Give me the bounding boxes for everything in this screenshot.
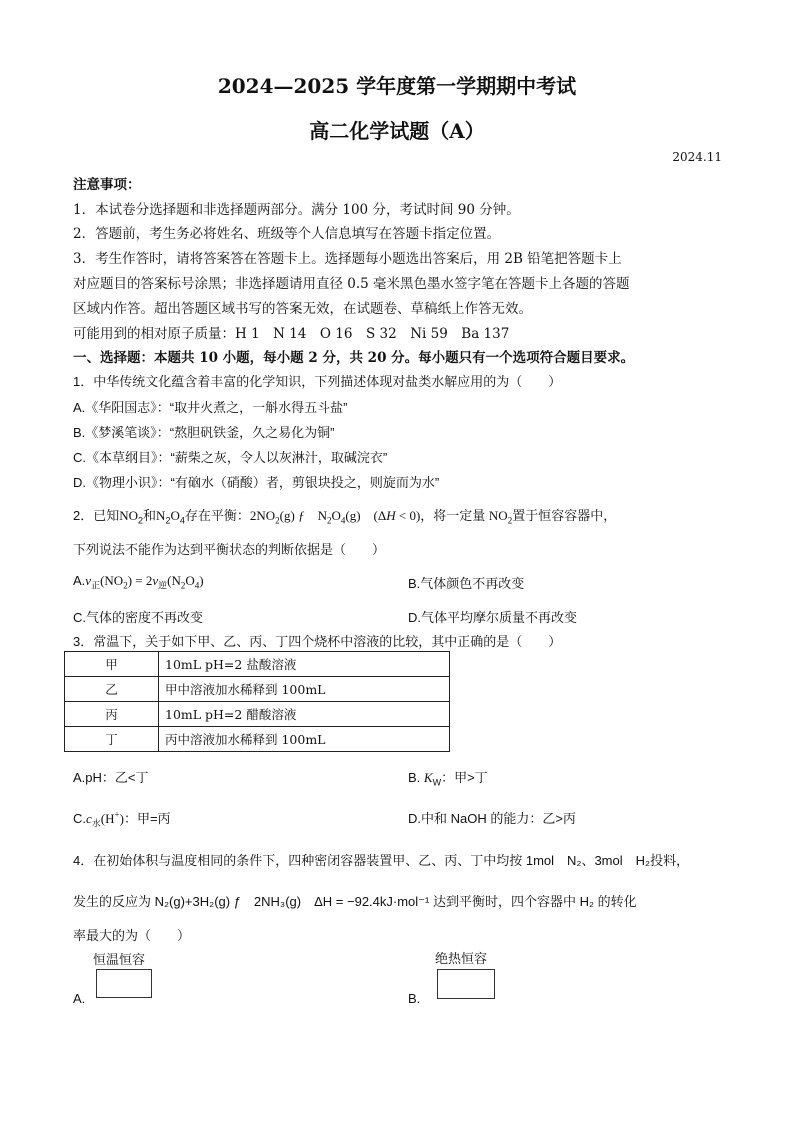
q2-option-d: D.气体平均摩尔质量不再改变 (408, 610, 578, 625)
exam-title: 2024—2025 学年度第一学期期中考试 (217, 74, 577, 98)
q2-option-c: C.气体的密度不再改变 (73, 610, 204, 625)
q1-stem: 1．中华传统文化蕴含着丰富的化学知识，下列描述体现对盐类水解应用的为（ ） (73, 374, 562, 389)
beaker-name: 乙 (65, 677, 159, 702)
table-row (65, 652, 450, 677)
q4-option-b-label: 绝热恒容 (435, 951, 488, 966)
q1-option-c: C.《本草纲目》：“薪柴之灰，令人以灰淋汁，取碱浣衣” (73, 450, 388, 465)
section-1-heading: 一、选择题：本题共 10 小题，每小题 2 分，共 20 分。每小题只有一个选项符合题目要求。 (73, 350, 635, 366)
q4-option-a: A. (73, 991, 86, 1006)
q3-option-c: $C.c_水(H^+)$：甲=丙 (73, 809, 171, 829)
notice-heading: 注意事项： (73, 177, 141, 193)
beaker-name: 丙 (65, 702, 159, 727)
q4-stem-line-1: 4．在初始体积与温度相同的条件下，四种密闭容器装置甲、乙、丙、丁中均按 1mol N₂、3mol H₂投料， (73, 853, 690, 868)
notice-item-1: 1．本试卷分选择题和非选择题两部分。满分 100 分，考试时间 90 分钟。 (73, 202, 520, 218)
q3-option-a: A.pH：乙<丁 (73, 770, 149, 785)
exam-date: 2024.11 (672, 150, 722, 164)
exam-subtitle: 高二化学试题（A） (309, 119, 485, 143)
table-row (65, 677, 450, 702)
q4-option-a-label: 恒温恒容 (93, 952, 146, 967)
q4-option-b: B. (408, 991, 421, 1006)
q1-option-a: A.《华阳国志》：“取井火煮之，一斛水得五斗盐” (73, 400, 348, 415)
beaker-name: 甲 (65, 652, 159, 677)
q2-option-a: $A.v_正(NO_2) = 2v_逆(N_2O_4)$ (73, 573, 204, 591)
beaker-desc: 甲中溶液加水稀释到 100mL (159, 677, 450, 702)
q3-stem: 3．常温下，关于如下甲、乙、丙、丁四个烧杯中溶液的比较，其中正确的是（ ） (73, 634, 562, 649)
q3-beaker-table (64, 651, 450, 752)
notice-item-2: 2．答题前，考生务必将姓名、班级等个人信息填写在答题卡指定位置。 (73, 226, 501, 242)
q1-option-d: D.《物理小识》：“有硇水（硝酸）者，剪银块投之，则旋而为水” (73, 475, 440, 490)
beaker-desc: 10mL pH=2 醋酸溶液 (159, 702, 450, 727)
atomic-masses: 可能用到的相对原子质量：H 1 N 14 O 16 S 32 Ni 59 Ba 137 (73, 326, 510, 342)
table-row (65, 702, 450, 727)
container-box-a (96, 969, 152, 998)
q2-stem-line-1: 2．已知$NO_2$和$N_2O_4$存在平衡：$2NO_2(g)$ ƒ $N_2O_4(g)$ (ΔH < 0)，将一定量 $NO_2$置于恒容容器中， (73, 508, 617, 526)
q1-option-b: B.《梦溪笔谈》：“熬胆矾铁釜，久之易化为铜” (73, 425, 335, 440)
beaker-desc: 丙中溶液加水稀释到 100mL (159, 727, 450, 752)
q4-stem-line-3: 率最大的为（ ） (73, 928, 191, 943)
q3-option-b: B. $K_W$：甲>丁 (408, 770, 488, 788)
table-row (65, 727, 450, 752)
notice-item-3-line-1: 3．考生作答时，请将答案答在答题卡上。选择题每小题选出答案后，用 2B 铅笔把答题卡上 (73, 251, 622, 267)
q2-option-b: B.气体颜色不再改变 (408, 576, 525, 591)
q3-option-d: D.中和 NaOH 的能力：乙>丙 (408, 811, 576, 826)
q2-stem-line-2: 下列说法不能作为达到平衡状态的判断依据是（ ） (73, 542, 386, 557)
container-box-b (437, 969, 495, 999)
beaker-desc: 10mL pH=2 盐酸溶液 (159, 652, 450, 677)
notice-item-3-line-2: 对应题目的答案标号涂黑；非选择题请用直径 0.5 毫米黑色墨水签字笔在答题卡上各题的答题 (73, 276, 630, 292)
q4-stem-line-2: 发生的反应为 N₂(g)+3H₂(g) ƒ 2NH₃(g) ΔH = −92.4kJ·mol⁻¹ 达到平衡时，四个容器中 H₂ 的转化 (73, 894, 637, 909)
beaker-name: 丁 (65, 727, 159, 752)
notice-item-3-line-3: 区域内作答。超出答题区域书写的答案无效，在试题卷、草稿纸上作答无效。 (73, 301, 532, 317)
